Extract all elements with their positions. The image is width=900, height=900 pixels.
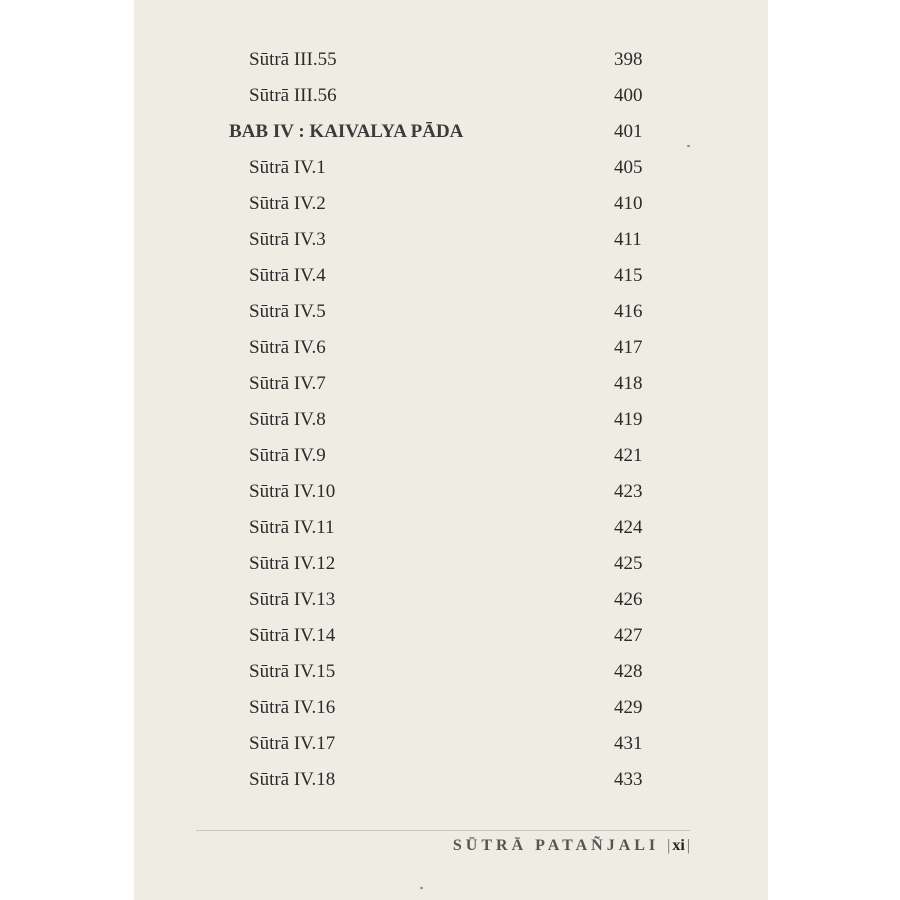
footer-divider: [196, 830, 690, 831]
toc-entry-page-number: 425: [614, 553, 643, 574]
toc-entry: [134, 618, 768, 654]
toc-entry-label: Sūtrā IV.18: [249, 769, 336, 790]
toc-entry: [134, 726, 768, 762]
toc-entry: [134, 78, 768, 114]
toc-entry: [134, 186, 768, 222]
toc-entry: [134, 150, 768, 186]
toc-entry-label: Sūtrā IV.5: [249, 301, 326, 322]
toc-entry-label: Sūtrā IV.16: [249, 697, 336, 718]
toc-entry-label: Sūtrā IV.9: [249, 445, 326, 466]
toc-entry-page-number: 423: [614, 481, 643, 502]
toc-entry-label: Sūtrā IV.15: [249, 661, 336, 682]
toc-entry-page-number: 410: [614, 193, 643, 214]
footer-separator-left: |: [667, 837, 671, 854]
toc-entry-page-number: 400: [614, 85, 643, 106]
toc-entry-page-number: 424: [614, 517, 643, 538]
toc-entry-page-number: 418: [614, 373, 643, 394]
paper-speck: [420, 887, 423, 889]
toc-entry-page-number: 416: [614, 301, 643, 322]
book-page: [134, 0, 768, 900]
toc-entry-page-number: 428: [614, 661, 643, 682]
toc-entry: [134, 546, 768, 582]
toc-entry-label: Sūtrā IV.6: [249, 337, 326, 358]
book-title: SŪTRĀ PATAÑJALI: [452, 837, 660, 854]
toc-entry-page-number: 431: [614, 733, 643, 754]
toc-entry-label: Sūtrā IV.4: [249, 265, 326, 286]
toc-entry-page-number: 419: [614, 409, 643, 430]
toc-entry: [134, 402, 768, 438]
toc-entry-page-number: 417: [614, 337, 643, 358]
toc-entry: [134, 294, 768, 330]
toc-entry-label: Sūtrā IV.8: [249, 409, 326, 430]
toc-entry-label: Sūtrā IV.7: [249, 373, 326, 394]
toc-entry: [134, 690, 768, 726]
toc-entry: [134, 510, 768, 546]
toc-entry-page-number: 411: [614, 229, 642, 250]
toc-entry: [134, 366, 768, 402]
toc-entry-label: Sūtrā IV.3: [249, 229, 326, 250]
toc-entry: [134, 330, 768, 366]
footer-separator-right: |: [686, 837, 690, 854]
toc-entry: [134, 258, 768, 294]
toc-entry: [134, 42, 768, 78]
toc-entry: [134, 474, 768, 510]
toc-entry-label: Sūtrā IV.14: [249, 625, 336, 646]
toc-entry-page-number: 401: [614, 121, 643, 142]
toc-entry-label: Sūtrā IV.2: [249, 193, 326, 214]
toc-entry: [134, 762, 768, 798]
toc-entry-page-number: 426: [614, 589, 643, 610]
toc-entry-label: Sūtrā IV.11: [249, 517, 335, 538]
toc-entry-page-number: 429: [614, 697, 643, 718]
toc-entry: [134, 582, 768, 618]
toc-entry-label: BAB IV : KAIVALYA PĀDA: [229, 121, 464, 142]
toc-entry-page-number: 405: [614, 157, 643, 178]
toc-entry-label: Sūtrā IV.13: [249, 589, 336, 610]
page-number: xi: [672, 837, 685, 854]
toc-entry-label: Sūtrā III.55: [249, 49, 337, 70]
toc-entry: [134, 438, 768, 474]
toc-entry-label: Sūtrā IV.10: [249, 481, 336, 502]
table-of-contents: [134, 42, 768, 798]
paper-speck: [687, 145, 690, 147]
toc-entry: [134, 654, 768, 690]
toc-chapter-heading: [134, 114, 768, 150]
toc-entry-label: Sūtrā IV.1: [249, 157, 326, 178]
running-footer: [453, 834, 690, 858]
toc-entry-label: Sūtrā III.56: [249, 85, 337, 106]
toc-entry-page-number: 415: [614, 265, 643, 286]
toc-entry: [134, 222, 768, 258]
toc-entry-label: Sūtrā IV.12: [249, 553, 336, 574]
toc-entry-page-number: 427: [614, 625, 643, 646]
toc-entry-label: Sūtrā IV.17: [249, 733, 336, 754]
toc-entry-page-number: 433: [614, 769, 643, 790]
toc-entry-page-number: 398: [614, 49, 643, 70]
toc-entry-page-number: 421: [614, 445, 643, 466]
